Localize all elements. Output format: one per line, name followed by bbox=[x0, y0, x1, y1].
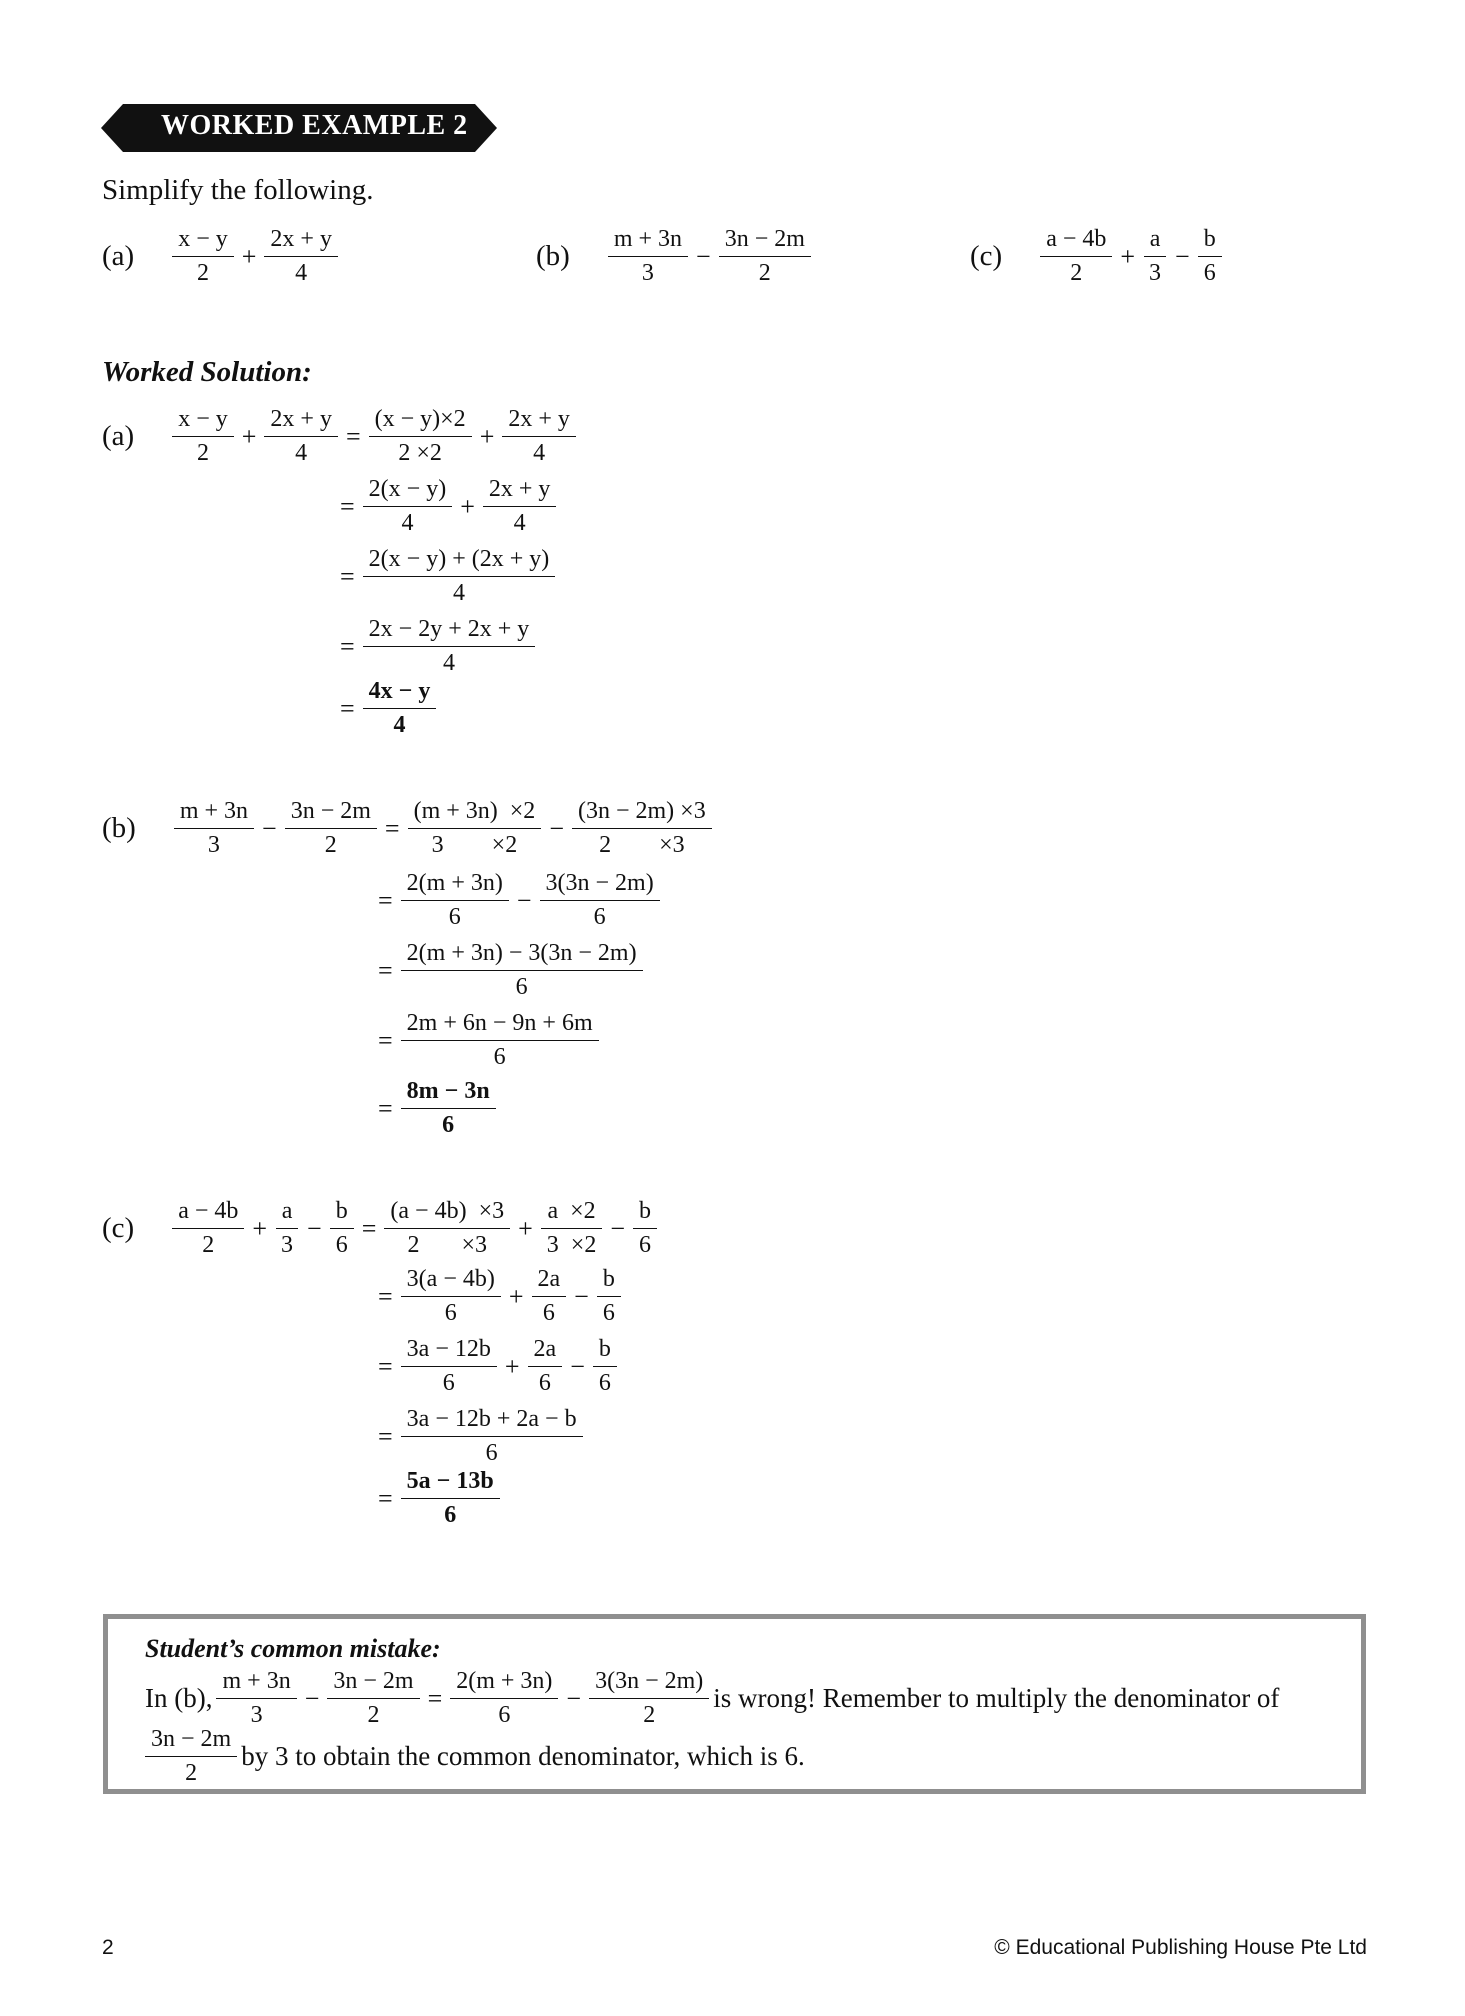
fraction: $\frac{a - 4b}{2}$ bbox=[172, 1198, 244, 1259]
fraction: $\frac{2(m + 3n)}{6}$ bbox=[401, 870, 509, 931]
fraction: $\frac{b}{6}$ bbox=[330, 1198, 354, 1259]
fraction: $\frac{2a}{6}$ bbox=[528, 1336, 563, 1397]
fraction: $\frac{m + 3n}{3}$ bbox=[174, 798, 254, 859]
fraction: $\frac{5a - 13b}{6}$ bbox=[401, 1468, 500, 1529]
fraction: $\frac{a \times 2}{3 \times 2}$ bbox=[541, 1198, 603, 1259]
fraction: $\frac{b}{6}$ bbox=[633, 1198, 657, 1259]
fraction: $\frac{3(3n - 2m)}{6}$ bbox=[540, 870, 660, 931]
fraction: $\frac{3(3n - 2m)}{2}$ bbox=[589, 1668, 709, 1729]
part-label: (c) bbox=[102, 1212, 135, 1245]
part-label: (a) bbox=[102, 420, 135, 453]
part-label: (b) bbox=[102, 812, 136, 845]
fraction: $\frac{2(x - y) + (2x + y)}{4}$ bbox=[363, 546, 556, 607]
worked-solution-heading: Worked Solution: bbox=[102, 356, 312, 388]
fraction: $\frac{3a - 12b}{6}$ bbox=[401, 1336, 497, 1397]
fraction: $\frac{x - y}{2}$ bbox=[172, 226, 234, 287]
part-label: (c) bbox=[970, 240, 1003, 273]
part-label: (a) bbox=[102, 240, 135, 273]
worked-example-banner bbox=[101, 104, 497, 152]
fraction: $\frac{x - y}{2}$ bbox=[172, 406, 234, 467]
solution-b-line-4: = $\frac{2m + 6n - 9n + 6m}{6}$ bbox=[370, 1010, 599, 1071]
fraction: $\frac{3n - 2m}{2}$ bbox=[145, 1726, 237, 1787]
question-part-c: (c) $\frac{a - 4b}{2}$ + $\frac{a}{3}$ − $\frac{b}{6}$ bbox=[970, 226, 1222, 287]
fraction: $\frac{3n - 2m}{2}$ bbox=[285, 798, 377, 859]
solution-b-line-2: = $\frac{2(m + 3n)}{6}$ − $\frac{3(3n - 2m)}{6}$ bbox=[370, 870, 660, 931]
solution-c-line-1: (c) $\frac{a - 4b}{2}$ + $\frac{a}{3}$ − $\frac{b}{6}$ = $\frac{(a - 4b) \times 3}{2 \times 3}$ + $\frac{a \times 2}{3 \times 2}$ − $\frac{b}{6}$ bbox=[102, 1198, 657, 1259]
fraction: $\frac{(x - y)\times 2}{2 \times 2}$ bbox=[369, 406, 472, 467]
fraction: $\frac{m + 3n}{3}$ bbox=[216, 1668, 296, 1729]
question-part-b: (b) $\frac{m + 3n}{3}$ − $\frac{3n - 2m}{2}$ bbox=[536, 226, 811, 287]
common-mistake-line-2: $\frac{3n - 2m}{2}$ by 3 to obtain the common denominator, which is 6. bbox=[145, 1726, 805, 1787]
common-mistake-title: Student’s common mistake: bbox=[145, 1634, 441, 1663]
fraction: $\frac{(a - 4b) \times 3}{2 \times 3}$ bbox=[384, 1198, 510, 1259]
solution-b-line-1: (b) $\frac{m + 3n}{3}$ − $\frac{3n - 2m}{2}$ = $\frac{(m + 3n) \times 2}{3 \times 2}$ − $\frac{(3n - 2m) \times 3}{2 \times 3}$ bbox=[102, 798, 712, 859]
fraction: $\frac{2(m + 3n) - 3(3n - 2m)}{6}$ bbox=[401, 940, 643, 1001]
solution-c-answer: = $\frac{5a - 13b}{6}$ bbox=[370, 1468, 500, 1529]
fraction: $\frac{b}{6}$ bbox=[1198, 226, 1222, 287]
banner-title: WORKED EXAMPLE 2 bbox=[161, 110, 468, 141]
part-label: (b) bbox=[536, 240, 570, 273]
fraction: $\frac{a}{3}$ bbox=[1143, 226, 1167, 287]
fraction: $\frac{a - 4b}{2}$ bbox=[1040, 226, 1112, 287]
fraction: $\frac{3a - 12b + 2a - b}{6}$ bbox=[401, 1406, 583, 1467]
fraction: $\frac{2x + y}{4}$ bbox=[264, 406, 338, 467]
fraction: $\frac{b}{6}$ bbox=[593, 1336, 617, 1397]
fraction: $\frac{2x + y}{4}$ bbox=[483, 476, 557, 537]
fraction: $\frac{3(a - 4b)}{6}$ bbox=[401, 1266, 501, 1327]
fraction: $\frac{2a}{6}$ bbox=[532, 1266, 567, 1327]
fraction: $\frac{3n - 2m}{2}$ bbox=[719, 226, 811, 287]
fraction: $\frac{2m + 6n - 9n + 6m}{6}$ bbox=[401, 1010, 599, 1071]
solution-c-line-3: = $\frac{3a - 12b}{6}$ + $\frac{2a}{6}$ − $\frac{b}{6}$ bbox=[370, 1336, 617, 1397]
copyright: © Educational Publishing House Pte Ltd bbox=[994, 1936, 1367, 1959]
solution-b-answer: = $\frac{8m - 3n}{6}$ bbox=[370, 1078, 496, 1139]
solution-a-line-4: = $\frac{2x - 2y + 2x + y}{4}$ bbox=[332, 616, 535, 677]
solution-b-line-3: = $\frac{2(m + 3n) - 3(3n - 2m)}{6}$ bbox=[370, 940, 643, 1001]
solution-c-line-2: = $\frac{3(a - 4b)}{6}$ + $\frac{2a}{6}$ − $\frac{b}{6}$ bbox=[370, 1266, 621, 1327]
question-part-a: (a) $\frac{x - y}{2}$ + $\frac{2x + y}{4}$ bbox=[102, 226, 338, 287]
fraction: $\frac{8m - 3n}{6}$ bbox=[401, 1078, 496, 1139]
solution-a-line-3: = $\frac{2(x - y) + (2x + y)}{4}$ bbox=[332, 546, 555, 607]
question-instruction: Simplify the following. bbox=[102, 174, 374, 206]
page-number: 2 bbox=[102, 1936, 114, 1959]
fraction: $\frac{(m + 3n) \times 2}{3 \times 2}$ bbox=[408, 798, 542, 859]
common-mistake-line-1: In (b), $\frac{m + 3n}{3}$ − $\frac{3n - 2m}{2}$ = $\frac{2(m + 3n)}{6}$ − $\frac{3(3n - 2m)}{2}$ is wrong! Remember to multiply the denominator of bbox=[145, 1668, 1280, 1728]
fraction: $\frac{a}{3}$ bbox=[275, 1198, 299, 1259]
fraction: $\frac{2x + y}{4}$ bbox=[264, 226, 338, 287]
fraction: $\frac{2(x - y)}{4}$ bbox=[363, 476, 453, 537]
fraction: $\frac{4x - y}{4}$ bbox=[363, 678, 437, 739]
fraction: $\frac{m + 3n}{3}$ bbox=[608, 226, 688, 287]
solution-a-line-2: = $\frac{2(x - y)}{4}$ + $\frac{2x + y}{4}$ bbox=[332, 476, 556, 537]
fraction: $\frac{2(m + 3n)}{6}$ bbox=[450, 1668, 558, 1729]
fraction: $\frac{(3n - 2m) \times 3}{2 \times 3}$ bbox=[572, 798, 712, 859]
solution-c-line-4: = $\frac{3a - 12b + 2a - b}{6}$ bbox=[370, 1406, 583, 1467]
fraction: $\frac{b}{6}$ bbox=[597, 1266, 621, 1327]
solution-a-answer: = $\frac{4x - y}{4}$ bbox=[332, 678, 436, 739]
fraction: $\frac{2x + y}{4}$ bbox=[502, 406, 576, 467]
fraction: $\frac{3n - 2m}{2}$ bbox=[327, 1668, 419, 1729]
fraction: $\frac{2x - 2y + 2x + y}{4}$ bbox=[363, 616, 536, 677]
solution-a-line-1: (a) $\frac{x - y}{2}$ + $\frac{2x + y}{4}$ = $\frac{(x - y)\times 2}{2 \times 2}$ + $\frac{2x + y}{4}$ bbox=[102, 406, 576, 467]
